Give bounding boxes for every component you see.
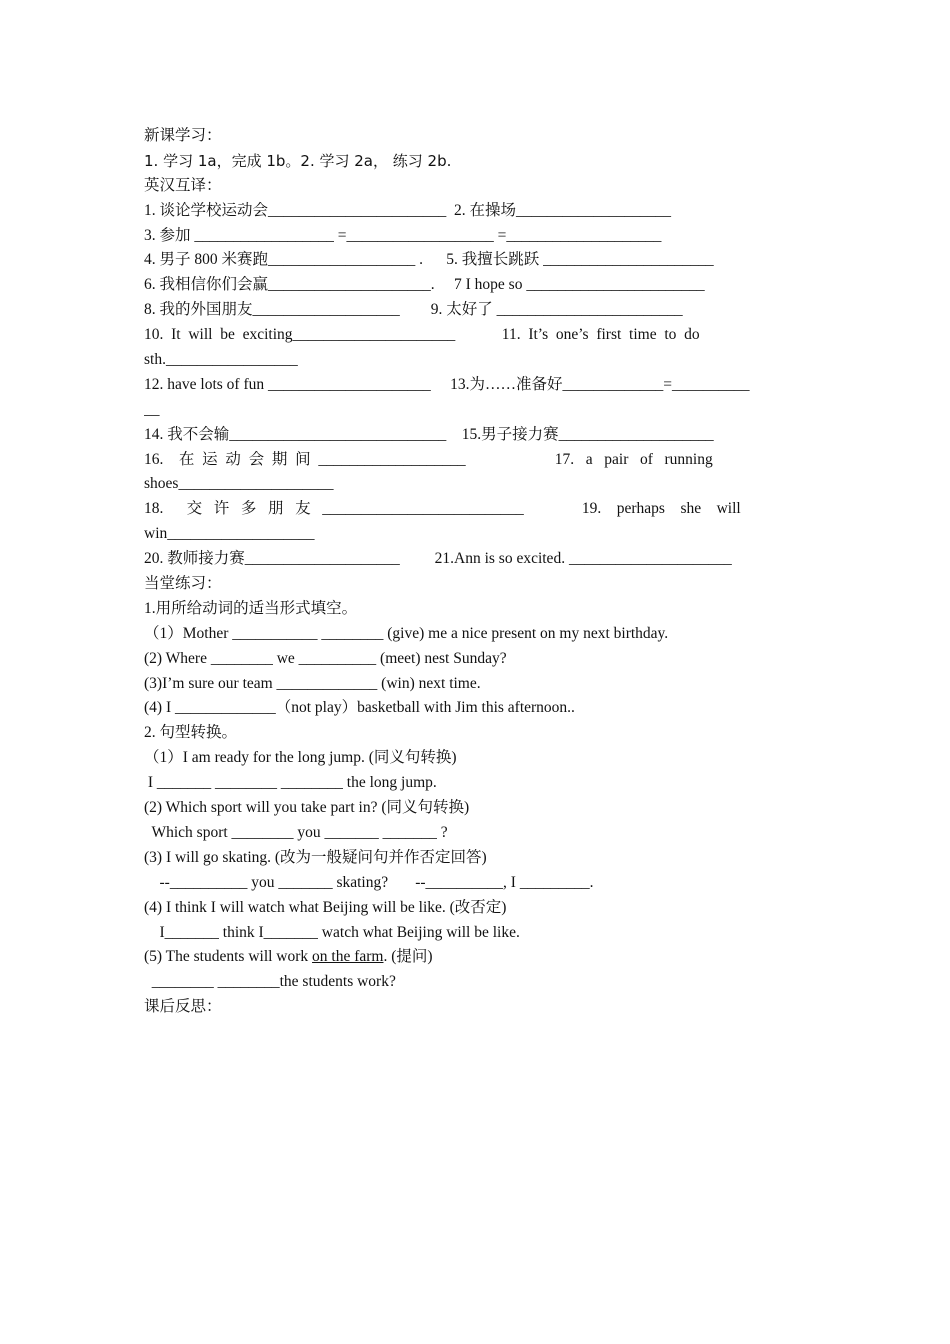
translate-line-2: 3. 参加 __________________ =___________________ =____________________ [144, 226, 662, 244]
ex2-q2: (2) Which sport will you take part in? (同义句转换) [144, 799, 470, 817]
ex2-a1: I _______ ________ ________ the long jump. [144, 774, 437, 792]
section-reflection: 课后反思： [144, 998, 222, 1016]
translate-line-4: 6. 我相信你们会赢_____________________. 7 I hope so _______________________ [144, 276, 705, 294]
section-translate: 英汉互译： [144, 176, 222, 194]
worksheet-page [144, 124, 806, 1020]
learn-tasks: 1. 学习 1a，完成 1b。2. 学习 2a， 练习 2b. [144, 151, 452, 170]
translate-line-3: 4. 男子 800 米赛跑___________________ . 5. 我擅长跳跃 ______________________ [144, 251, 714, 269]
translate-line-7b: __ [144, 400, 160, 418]
ex2-q3: (3) I will go skating. (改为一般疑问句并作否定回答) [144, 848, 487, 866]
ex2-a2: Which sport ________ you _______ _______ ? [144, 823, 448, 841]
translate-line-6a: 10. It will be exciting_____________________ 11. It’s one’s first time to do [144, 326, 700, 344]
translate-line-10a: 18. 交 许 多 朋 友 __________________________ 19. perhaps she will [144, 500, 741, 518]
ex2-q1: （1）I am ready for the long jump. (同义句转换) [144, 749, 457, 767]
translate-line-9a: 16. 在 运 动 会 期 间 ___________________ 17. a pair of running [144, 450, 713, 468]
ex2-q5 [144, 945, 806, 970]
ex1-q1: （1）Mother ___________ ________ (give) me a nice present on my next birthday. [144, 624, 669, 642]
section-new-lesson: 新课学习： [144, 127, 222, 144]
translate-line-6b: sth._________________ [144, 351, 298, 369]
ex2-q5-post: . (提问) [383, 948, 433, 966]
ex1-q4: (4) I _____________（not play）basketball with Jim this afternoon.. [144, 699, 575, 717]
ex2-q5-underlined-phrase: on the farm [312, 948, 384, 966]
ex1-q3: (3)I’m sure our team _____________ (win) next time. [144, 674, 481, 692]
translate-line-8: 14. 我不会输____________________________ 15.男子接力赛____________________ [144, 425, 714, 443]
ex2-a3: --__________ you _______ skating? --__________, I _________. [144, 873, 594, 891]
ex1-title: 1.用所给动词的适当形式填空。 [144, 599, 358, 617]
section-practice: 当堂练习： [144, 575, 222, 593]
ex1-q2: (2) Where ________ we __________ (meet) nest Sunday? [144, 649, 507, 667]
translate-line-1: 1. 谈论学校运动会_______________________ 2. 在操场____________________ [144, 201, 672, 219]
translate-line-5: 8. 我的外国朋友___________________ 9. 太好了 ________________________ [144, 301, 683, 319]
translate-line-10b: win___________________ [144, 525, 315, 543]
ex2-a4: I_______ think I_______ watch what Beijing will be like. [144, 923, 520, 941]
ex2-q4: (4) I think I will watch what Beijing will be like. (改否定) [144, 898, 507, 916]
translate-line-9b: shoes____________________ [144, 475, 334, 493]
ex2-title: 2. 句型转换。 [144, 724, 238, 742]
translate-line-7a: 12. have lots of fun _____________________ 13.为……准备好_____________=__________ [144, 375, 750, 393]
translate-line-11: 20. 教师接力赛____________________ 21.Ann is so excited. _____________________ [144, 550, 732, 568]
ex2-q5-pre: (5) The students will work [144, 948, 313, 966]
ex2-a5: ________ ________the students work? [144, 973, 396, 991]
